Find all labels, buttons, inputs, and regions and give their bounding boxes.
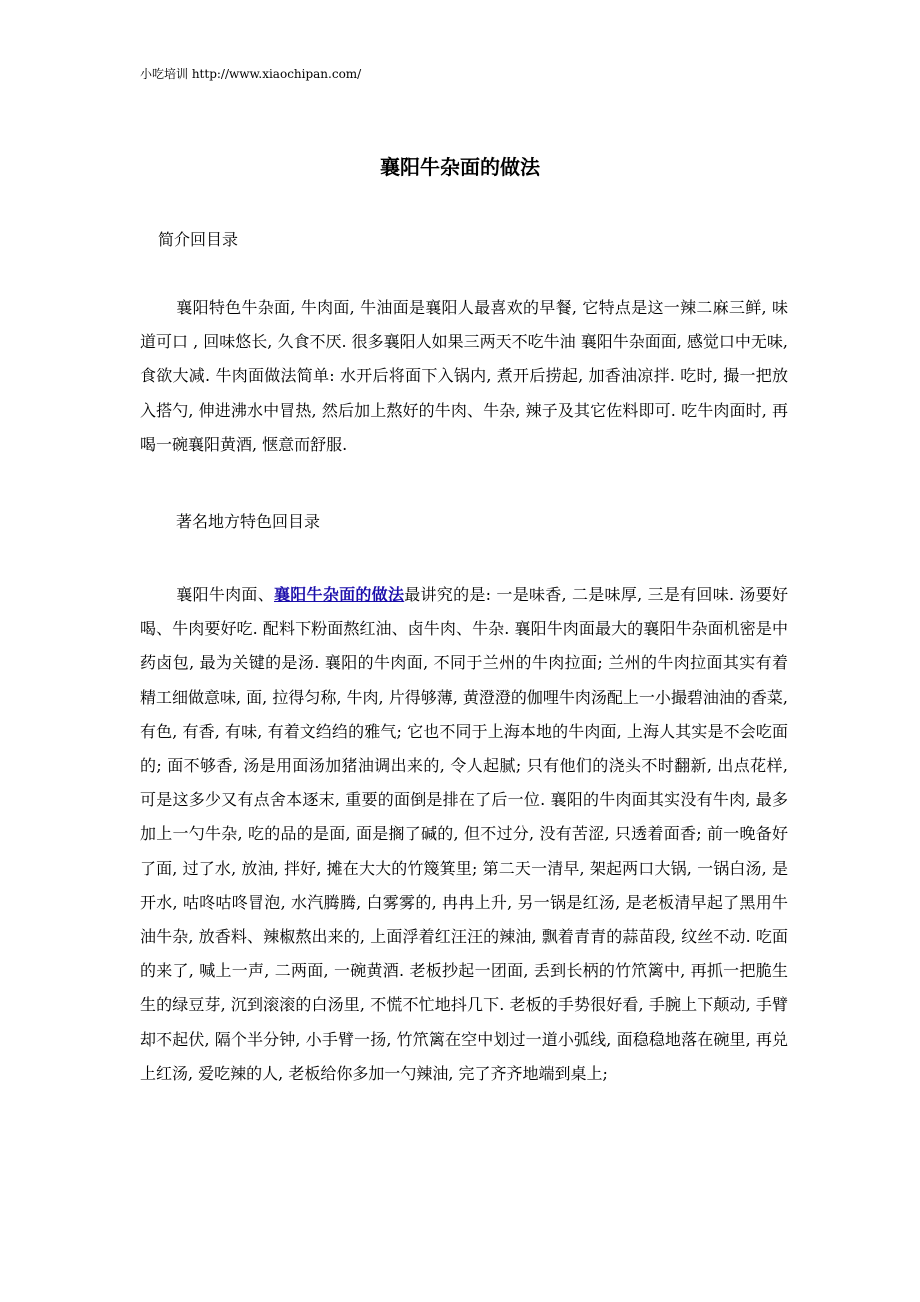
document-title: 襄阳牛杂面的做法 [380,155,540,179]
feature-paragraph [140,578,788,1091]
intro-paragraph-text: 襄阳特色牛杂面, 牛肉面, 牛油面是襄阳人最喜欢的早餐, 它特点是这一辣二麻三鲜, 味道可口 , 回味悠长, 久食不厌. 很多襄阳人如果三两天不吃牛油 襄阳牛杂面面, 感觉口中无味, 食欲大减. 牛肉面做法简单: 水开后将面下入锅内, 煮开后捞起, 加香油凉拌. 吃时, 撮一把放入搭勺, 伸进沸水中冒热, 然后加上熬好的牛肉、牛杂, 辣子及其它佐料即可. 吃牛肉面时, 再喝一碗襄阳黄酒, 惬意而舒服. [140,298,788,454]
feature-paragraph-text: 最讲究的是: 一是味香, 二是味厚, 三是有回味. 汤要好喝、牛肉要好吃. 配料下粉面熬红油、卤牛肉、牛杂. 襄阳牛肉面最大的襄阳牛杂面机密是中药卤包, 最为关键的是汤. 襄阳的牛肉面, 不同于兰州的牛肉拉面; 兰州的牛肉拉面其实有着精工细做意味, 面, 拉得匀称, 牛肉, 片得够薄, 黄澄澄的伽哩牛肉汤配上一小撮碧油油的香菜, 有色, 有香, 有味, 有着文绉绉的雅气; 它也不同于上海本地的牛肉面, 上海人其实是不会吃面的; 面不够香, 汤是用面汤加猪油调出来的, 令人起腻; 只有他们的浇头不时翻新, 出点花样, 可是这多少又有点舍本逐末, 重要的面倒是排在了后一位. 襄阳的牛肉面其实没有牛肉, 最多加上一勺牛杂, 吃的品的是面, 面是搁了碱的, 但不过分, 没有苦涩, 只透着面香; 前一晚备好了面, 过了水, 放油, 拌好, 摊在大大的竹篾箕里; 第二天一清早, 架起两口大锅, 一锅白汤, 是开水, 咕咚咕咚冒泡, 水汽腾腾, 白雾雾的, 冉冉上升, 另一锅是红汤, 是老板清早起了黑用牛油牛杂, 放香料、辣椒熬出来的, 上面浮着红汪汪的辣油, 飘着青青的蒜苗段, 纹丝不动. 吃面的来了, 喊上一声, 二两面, 一碗黄酒. 老板抄起一团面, 丢到长柄的竹笊篱中, 再抓一把脆生生的绿豆芽, 沉到滚滚的白汤里, 不慌不忙地抖几下. 老板的手势很好看, 手腕上下颠动, 手臂却不起伏, 隔个半分钟, 小手臂一扬, 竹笊篱在空中划过一道小弧线, 面稳稳地落在碗里, 再兑上红汤, 爱吃辣的人, 老板给你多加一勺辣油, 完了齐齐地端到桌上; [140,585,788,1083]
feature-heading: 著名地方特色回目录 [176,512,321,531]
intro-paragraph [140,291,788,462]
feature-paragraph-prefix: 襄阳牛肉面、 [176,585,274,604]
intro-heading: 简介回目录 [158,230,239,249]
recipe-link[interactable]: 襄阳牛杂面的做法 [273,585,405,604]
page-header: 小吃培训 http://www.xiaochipan.com/ [140,67,362,81]
